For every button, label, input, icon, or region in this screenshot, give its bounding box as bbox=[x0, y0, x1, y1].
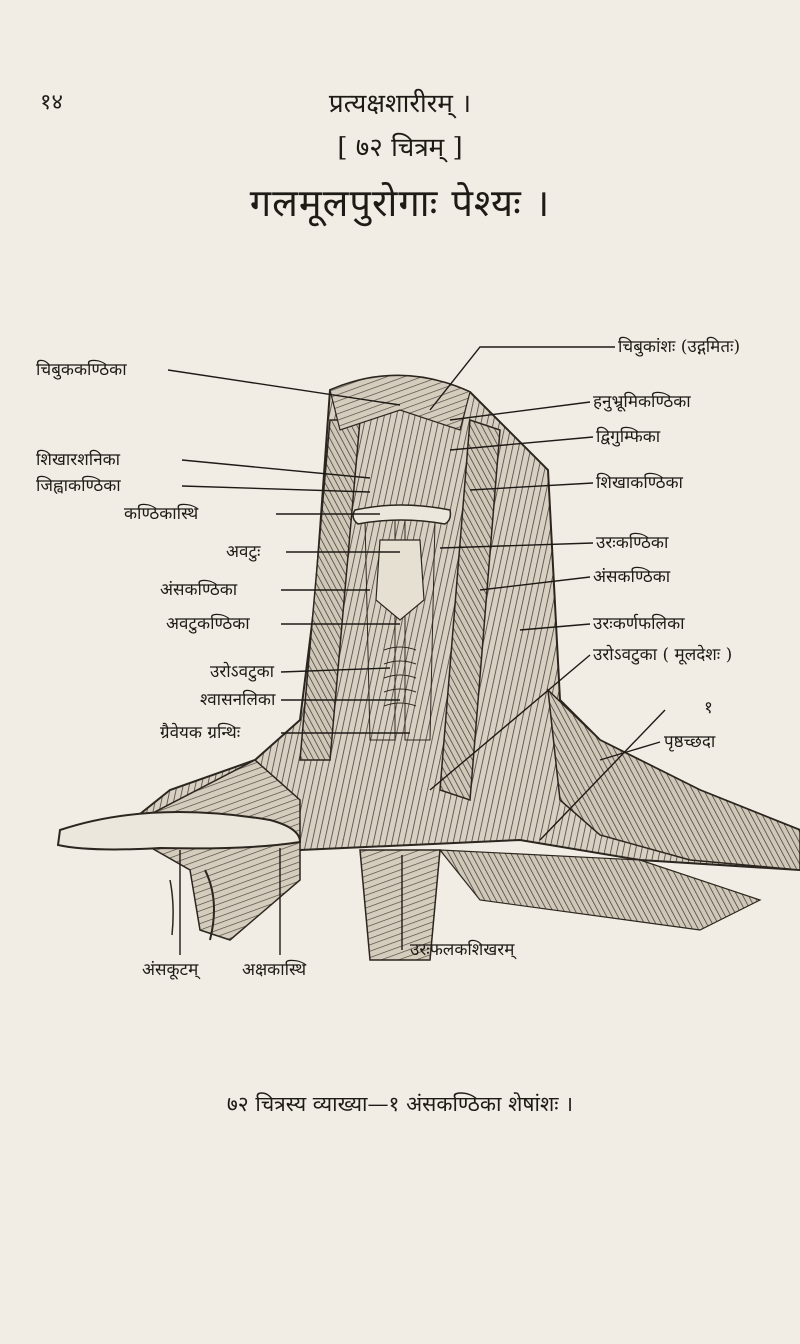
label-hanubhrumi-kanthika: हनुभ्रूमिकण्ठिका bbox=[593, 392, 691, 412]
label-dvigumphika: द्विगुम्फिका bbox=[596, 427, 661, 447]
label-marker-one: १ bbox=[704, 698, 713, 718]
label-amsa-kanthika-left: अंसकण्ठिका bbox=[160, 580, 238, 600]
label-jihva-kanthika: जिह्वाकण्ठिका bbox=[36, 476, 121, 496]
label-avatu: अवटुः bbox=[226, 542, 261, 562]
label-chibuka-kanthika: चिबुककण्ठिका bbox=[36, 360, 127, 380]
running-head: प्रत्यक्षशारीरम् । bbox=[328, 89, 472, 119]
label-urah-karnaphalika: उरःकर्णफलिका bbox=[593, 614, 685, 634]
label-chibukamsha: चिबुकांशः (उद्गमितः) bbox=[618, 337, 741, 357]
label-shikha-rashanika: शिखारशनिका bbox=[36, 450, 121, 470]
label-shikha-kanthika: शिखाकण्ठिका bbox=[596, 473, 683, 493]
label-shvasa-nalika: श्वासनलिका bbox=[200, 690, 276, 710]
figure-title: गलमूलपुरोगाः पेश्यः । bbox=[249, 181, 551, 225]
label-avatu-kanthika: अवटुकण्ठिका bbox=[166, 614, 250, 634]
label-akshakasthi: अक्षकास्थि bbox=[242, 960, 307, 980]
label-urah-phalaka-shikhara: उरःफलकशिखरम् bbox=[410, 940, 515, 960]
label-amsa-kanthika-right: अंसकण्ठिका bbox=[593, 567, 671, 587]
figure-caption: ७२ चित्रस्य व्याख्या—१ अंसकण्ठिका शेषांशः । bbox=[226, 1092, 574, 1116]
label-uro-avatuka-mula: उरोऽवटुका ( मूलदेशः ) bbox=[593, 645, 733, 665]
label-uro-avatuka: उरोऽवटुका bbox=[210, 662, 275, 682]
label-kanthikasthi: कण्ठिकास्थि bbox=[124, 504, 199, 524]
label-urah-kanthika: उरःकण्ठिका bbox=[596, 533, 669, 553]
label-amsa-kuta: अंसकूटम् bbox=[142, 960, 199, 980]
figure-heading: [ ७२ चित्रम् ] bbox=[337, 133, 463, 163]
label-graiveyaka-granthi: ग्रैवेयक ग्रन्थिः bbox=[160, 723, 241, 743]
page-number: १४ bbox=[40, 90, 63, 115]
label-prishthachchhada: पृष्ठच्छदा bbox=[664, 732, 716, 752]
